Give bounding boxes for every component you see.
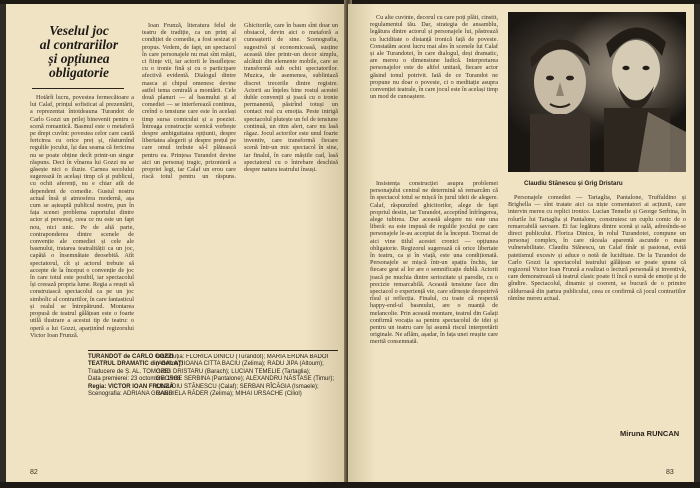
right-col1b-text: Insistența construcției asupra problemei personajului central ne determină să remarcăm că în spectacol totul se mișcă în jurul ideii de alegere. Calaf, răspunzînd ghicitorilor, alege de fapt propriul destin, iar Turandot, acceptînd înfrîngerea, alege iubirea. Dar această alegere nu este una liberă: ea este impusă de regulile jocului pe care personajele le-au acceptat de la început. Tocmai de aici vine titlul acestei cronici — opțiunea obligatorie. Regizorul sugerează că orice libertate în teatru, ca și în viață, este una condiționată. Personajele se mișcă într-un spațiu închis, iar fiecare gest al lor are o semnificație dublă. Actorii joacă pe muchia dintre seriozitate și parodie, cu o precizie remarcabilă. Această tensiune face din spectacol o experiență vie, care stîrnește deopotrivă rîsul și reflecția. Finalul, cu toate că respectă happy-end-ul basmului, are o nuanță de melancolie. Prin această montare, teatrul din Galați confirmă vocația sa pentru spectacolul de idei și pentru un teatru care își asumă riscul interpretării originale. Ne aflăm, așadar, în fața unei reușite care merită consemnată.: [370, 180, 498, 346]
photo-caption: Claudiu Stănescu și Grig Dristaru: [524, 180, 623, 187]
left-col1-text: Hotărît lucru, povestea fermecătoare a lui Calaf, prințul sofisticat al prezentării, a reprezentat întotdeauna Turandot de Carlo Gozzi un prilej binevenit pentru o scenă romantică. Basmul este o metaforă pe drept cuvînt: povestea celor care caută fericirea cu orice preț și, răsturnînd regulile jocului, își dau seama că fericirea nu se poate obține decît printr-un singur răspuns. Deci în vînarea lui Gozzi nu se găsește nici o iluzie. Carnea secolului sugerează în același timp că și publicul, cu ochii aferenți, nu e chiar atît de dependent de comedie. Gustul nostru actual însă și atmosfera modernă, așa cum se așteaptă publicul nostru, pun în fața scenei problema raportului dintre actor și personaj, ceea ce nu este un fapt nou, nici unic. Pe de altă parte, contraponderea dintre scenele de convenție ale comediei și cele ale basmului, tratarea teatralității ca un joc, capătă o însemnătate deosebită. Atît spectatorul, cît și actorul trebuie să accepte de la început o convenție de joc în care totul este posibil, iar spectacolul își creează propria lume. Regia a reușit să construiască spectacolul ca pe un joc simbolic al contrariilor, în care fantasticul și realul se întrepătrund. Montarea propusă de teatrul gălățean este o foarte utilă ilustrare a acestui tip de teatru: o operă a lui Gozzi, aparținînd regizorului Victor Ioan Frunză.: [30, 94, 134, 339]
left-col2-text: Ioan Frunză, literatura felul de teatru de tradiție, ca un prinț al condiției de comedie, a fost sesizat și propus. Vedem, de fapt, un spectacol în care personajele nu mai sînt măști, ci ființe vii, iar actorii le însuflețesc cu o ironie fină și cu o participare afectivă evidentă. Dialogul dintre masca și chipul omenesc devine astfel tema centrală a montării. Cele două planuri — al basmului și al comediei — se interferează continuu, creînd o tensiune care este în același timp sursa comicului și a poeziei. Întreaga construcție scenică vorbește despre ambiguitatea opțiunii, despre libertatea alegerii și despre prețul pe care omul trebuie să-l plătească pentru ea. Prințesa Turandot devine aici un personaj tragic, prizonieră a propriei legi, iar Calaf un erou care riscă totul pentru un răspuns. Ghicitorile, care în basm sînt doar un obstacol, devin aici o metaforă a cunoașterii de sine. Scenografia, sugestivă și economicoasă, susține această idee printr-un decor simplu, alcătuit din elemente mobile, care se transformă sub ochii spectatorilor. Muzica, de asemenea, subliniază discret trecerile dintre registre. Actorii au înțeles bine rostul acestei duble convenții și joacă cu o ironie permanentă, păstrînd totuși un contact real cu emoția. Peste intrigă spectacolul plutește un fel de tensiune continuă, un ritm alert, care nu lasă răgaz. Jocul actorilor este unul foarte inventiv, care transformă fiecare scenă într-un mic spectacol în sine, iar finalul, în care măștile cad, lasă spectatorul cu o întrebare deschisă despre natura teatrului însuși.: [142, 22, 338, 181]
right-page: [348, 4, 694, 482]
credits-title: TURANDOT de CARLO GOZZI: [88, 354, 174, 360]
credits-cast: [156, 354, 336, 470]
headline-line-3: și opțiunea obligatorie: [48, 51, 110, 80]
credits-premiere: Data premierei: 23 octombrie 1988: [88, 376, 181, 383]
page-number-right: 83: [666, 469, 674, 476]
credits-director: Regia: VICTOR IOAN FRUNZĂ: [88, 383, 174, 390]
left-page: [6, 4, 346, 482]
credits-theatre: TEATRUL DRAMATIC din GALAȚI: [88, 361, 184, 368]
article-headline: [32, 24, 126, 84]
headline-divider: [32, 88, 124, 89]
right-col2-text: Personajele comediei — Tartaglia, Pantalone, Truffaldino și Brighella — sînt tratate aici ca niște comentatori ai acțiunii, care intervin mereu cu replici ironice. Lucian Temelie și George Serbina, în rolurile lui Tartaglia și Pantalone, construiesc un cuplu comic de o remarcabilă savoare. Ei fac legătura dintre scenă și sală, adresîndu-se direct publicului. Florica Dinicu, în rolul Turandotei, compune un personaj complex, în care răceala aparentă ascunde o mare vulnerabilitate. Claudiu Stănescu, un Calaf tînăr și pasionat, evită patetismul excesiv și aduce o notă de luciditate. De la Turandot de Carlo Gozzi la spectacolul teatrului gălățean se poate spune că regizorul Victor Ioan Frunză a realizat o lectură personală și inventivă, care demonstrează că teatrul clasic poate fi încă o sursă de emoție și de gîndire. Spectacolul, dinamic și coerent, se bucură de o primire călduroasă din partea publicului, ceea ce confirmă că jocul contrariilor rămîne mereu actual.: [508, 194, 686, 302]
left-column-2: [142, 22, 338, 342]
page-number-left: 82: [30, 469, 38, 476]
credits-set-design: Scenografia: ADRIANA GRAND: [88, 391, 173, 398]
author-signature: Miruna RUNCAN: [620, 429, 680, 438]
right-column-1-bottom: [370, 180, 498, 466]
right-column-1-top: [370, 14, 498, 174]
headline-line-2: al contrariilor: [39, 37, 119, 52]
right-column-2: [508, 194, 686, 424]
credits-cast-list: Distribuția: FLORICA DINICU (Turandot); MARIA ERDNA BADOI (Adelma); IOANA CITTA BACIU (Zelima); RADU JIPA (Altoum); GRIG DRISTARU (Barach); LUCIAN TEMELIE (Tartaglia); GEORGE SERBINA (Pantalone); ALEXANDRU NĂSTASE (Timur); CLAUDIU STĂNESCU (Calaf); SERBAN RÎCĂGIA (Ismaele); GABRIELA RĂDER (Zelima); MIHAI URSACHE (Ciliol): [156, 354, 335, 398]
right-col1-text: Cu alte cuvinte, decorul cu care poți plăti, cinstit, regulamentul tău. Dar, strategia de ansamblu, legătura dintre actorul și personajele lui, păstrează cu luciditate o distanță ironică față de poveste. Constatăm acest lucru mai ales în scenele lui Calaf și ale Turandotei, în care dialogul, deși dramatic, are mereu o dimensiune ludică. Interpretarea personajelor este de altfel unitară, fiecare actor găsind tonul potrivit. Iată de ce Turandot ne propune nu doar o poveste, ci o meditație asupra convenției teatrale, în care jocul este în același timp un mod de cunoaștere.: [370, 14, 498, 101]
credits-translation: Traducere de Ș. AL. TOMOZEI: [88, 368, 170, 375]
headline-line-1: Veselul joc: [49, 23, 109, 38]
photo-actors-image: [508, 12, 686, 172]
credits-top-rule: [88, 350, 338, 351]
production-photo: [508, 12, 686, 172]
left-column-1: [30, 94, 134, 344]
binding-bottom: [0, 482, 700, 488]
